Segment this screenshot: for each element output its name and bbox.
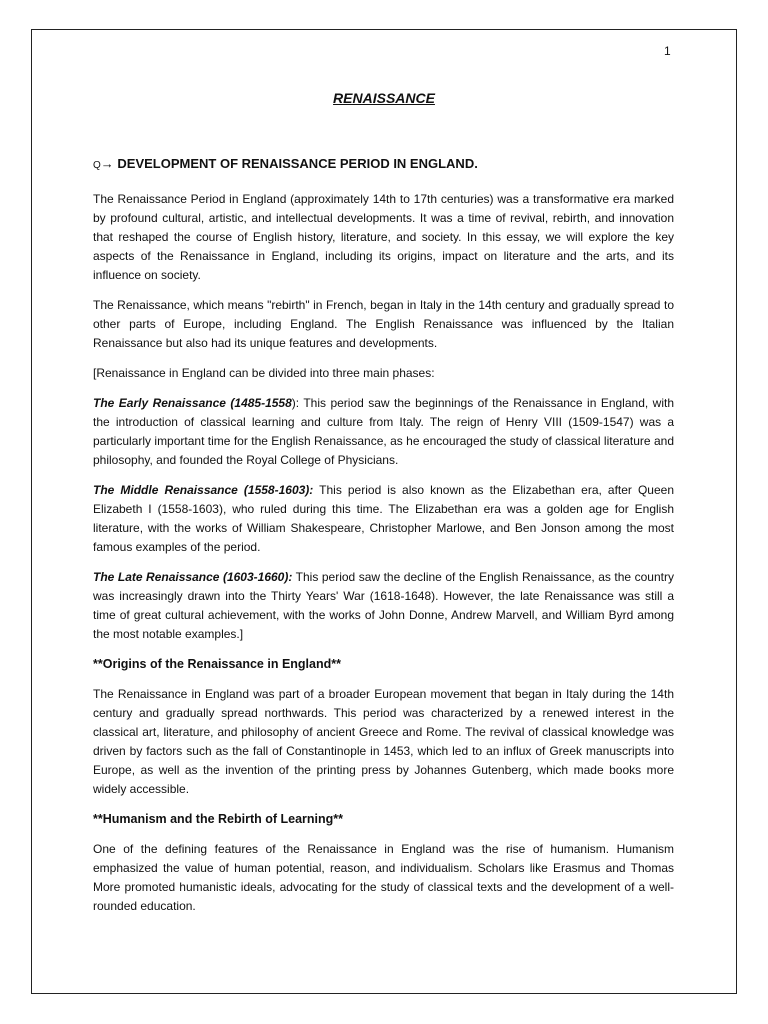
arrow-icon: →: [100, 156, 114, 171]
late-renaissance-label: The Late Renaissance (1603-1660):: [93, 570, 293, 584]
paragraph-phases-intro: [Renaissance in England can be divided into three main phases:: [93, 366, 435, 380]
paragraph-origins: The Renaissance in England was part of a broader European movement that began in Italy during the 14th century and gradually spread northwards. This period was characterized by a renewed interest in the classical art, literature, and philosophy of ancient Greece and Rome. The revival of classical knowledge was driven by factors such as the fall of Constantinople in 1453, which led to an influx of Greek manuscripts into Europe, as well as the invention of the printing press by Johannes Gutenberg, which made books more widely accessible.: [93, 687, 674, 796]
document-title: RENAISSANCE: [333, 90, 435, 106]
paragraph-intro: The Renaissance Period in England (approximately 14th to 17th centuries) was a transformative era marked by profound cultural, artistic, and intellectual developments. It was a time of revival, rebirth, and innovation that reshaped the course of English history, literature, and society. In this essay, we will explore the key aspects of the Renaissance in England, including its origins, impact on literature and the arts, and its influence on society.: [93, 192, 674, 282]
paragraph-humanism: One of the defining features of the Renaissance in England was the rise of humanism. Humanism emphasized the value of human potential, reason, and individualism. Scholars like Erasmus and Thomas More promoted humanistic ideals, advocating for the study of classical texts and the development of a well-rounded education.: [93, 842, 674, 913]
question-heading: [93, 156, 478, 171]
question-prefix: Q: [93, 160, 101, 171]
paragraph-middle-renaissance: [93, 481, 674, 557]
origins-heading: **Origins of the Renaissance in England**: [93, 657, 341, 671]
humanism-heading: **Humanism and the Rebirth of Learning**: [93, 812, 344, 826]
middle-renaissance-label: The Middle Renaissance (1558-1603):: [93, 483, 314, 497]
page-number: 1: [664, 44, 671, 58]
late-renaissance-text: This period saw the decline of the English Renaissance, as the country was increasingly drawn into the Thirty Years' War (1618-1648). However, the late Renaissance was still a time of great cultural achievement, with the works of John Donne, Andrew Marvell, and William Byrd among the most notable examples.]: [93, 570, 674, 641]
paragraph-late-renaissance: [93, 568, 674, 644]
question-text: DEVELOPMENT OF RENAISSANCE PERIOD IN ENGLAND.: [113, 156, 478, 171]
early-renaissance-text: ): This period saw the beginnings of the Renaissance in England, with the introduction of classical learning and culture from Italy. The reign of Henry VIII (1509-1547) was a particularly important time for the English Renaissance, as he encouraged the study of classical literature and philosophy, and founded the Royal College of Physicians.: [93, 396, 674, 467]
essay-body: [93, 190, 674, 927]
middle-renaissance-text: This period is also known as the Elizabethan era, after Queen Elizabeth I (1558-1603), who ruled during this time. The Elizabethan era was a golden age for English literature, with the works of William Shakespeare, Christopher Marlowe, and Ben Jonson among the most famous examples of the period.: [93, 483, 675, 554]
paragraph-early-renaissance: [93, 394, 674, 470]
early-renaissance-label: The Early Renaissance (1485-1558: [93, 396, 292, 410]
paragraph-rebirth: The Renaissance, which means "rebirth" in French, began in Italy in the 14th century and gradually spread to other parts of Europe, including England. The English Renaissance was influenced by the Italian Renaissance but also had its unique features and developments.: [93, 298, 674, 350]
